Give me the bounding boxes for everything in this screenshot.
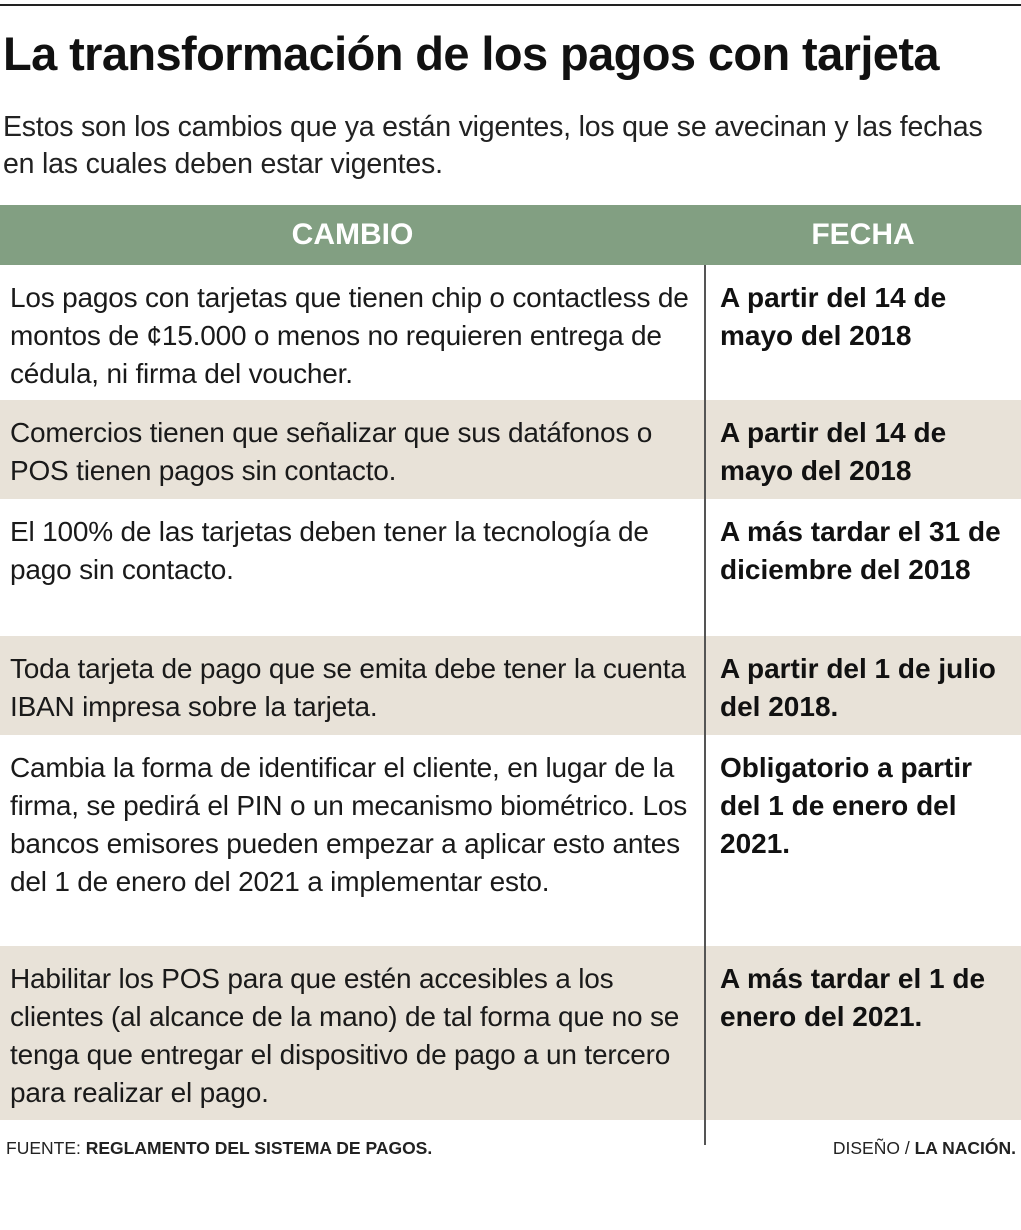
table-row bbox=[0, 265, 1021, 400]
header-date: FECHA bbox=[811, 218, 915, 251]
date-text: A más tardar el 1 de enero del 2021. bbox=[720, 963, 986, 1032]
table-row bbox=[0, 946, 1021, 1120]
page-title: La transformación de los pagos con tarjeta bbox=[3, 27, 939, 80]
table-row bbox=[0, 400, 1021, 499]
design-value: LA NACIÓN. bbox=[914, 1138, 1016, 1158]
change-text: Toda tarjeta de pago que se emita debe tener la cuenta IBAN impresa sobre la tarjeta. bbox=[10, 653, 686, 722]
date-text: A partir del 14 de mayo del 2018 bbox=[720, 417, 947, 486]
date-text: Obligatorio a partir del 1 de enero del 2021. bbox=[720, 752, 973, 859]
page-subtitle: Estos son los cambios que ya están vigentes, los que se avecinan y las fechas en las cuales deben estar vigentes. bbox=[3, 111, 983, 180]
source-credit bbox=[6, 1138, 432, 1159]
design-label: DISEÑO / bbox=[832, 1138, 910, 1158]
change-text: Los pagos con tarjetas que tienen chip o contactless de montos de ¢15.000 o menos no requieren entrega de cédula, ni firma del voucher. bbox=[10, 282, 689, 389]
change-text: Habilitar los POS para que estén accesibles a los clientes (al alcance de la mano) de tal forma que no se tenga que entregar el dispositivo de pago a un tercero para realizar el pago. bbox=[10, 963, 680, 1108]
change-text: El 100% de las tarjetas deben tener la tecnología de pago sin contacto. bbox=[10, 516, 649, 585]
design-credit bbox=[833, 1138, 1016, 1159]
top-rule bbox=[0, 4, 1021, 6]
column-divider bbox=[704, 265, 706, 1145]
date-text: A partir del 1 de julio del 2018. bbox=[720, 653, 996, 722]
date-text: A partir del 14 de mayo del 2018 bbox=[720, 282, 947, 351]
change-text: Cambia la forma de identificar el cliente, en lugar de la firma, se pedirá el PIN o un mecanismo biométrico. Los bancos emisores pueden empezar a aplicar esto antes del 1 de enero del 2021 a implementar esto. bbox=[10, 752, 688, 897]
change-text: Comercios tienen que señalizar que sus datáfonos o POS tienen pagos sin contacto. bbox=[10, 417, 653, 486]
table-row bbox=[0, 636, 1021, 735]
footer bbox=[0, 1138, 1021, 1164]
table-row bbox=[0, 735, 1021, 946]
changes-table bbox=[0, 205, 1021, 1120]
date-text: A más tardar el 31 de diciembre del 2018 bbox=[720, 516, 1001, 585]
table-header bbox=[0, 205, 1021, 265]
header-change: CAMBIO bbox=[291, 218, 414, 251]
source-value: REGLAMENTO DEL SISTEMA DE PAGOS. bbox=[85, 1138, 433, 1158]
table-row bbox=[0, 499, 1021, 636]
source-label: FUENTE: bbox=[6, 1138, 81, 1158]
